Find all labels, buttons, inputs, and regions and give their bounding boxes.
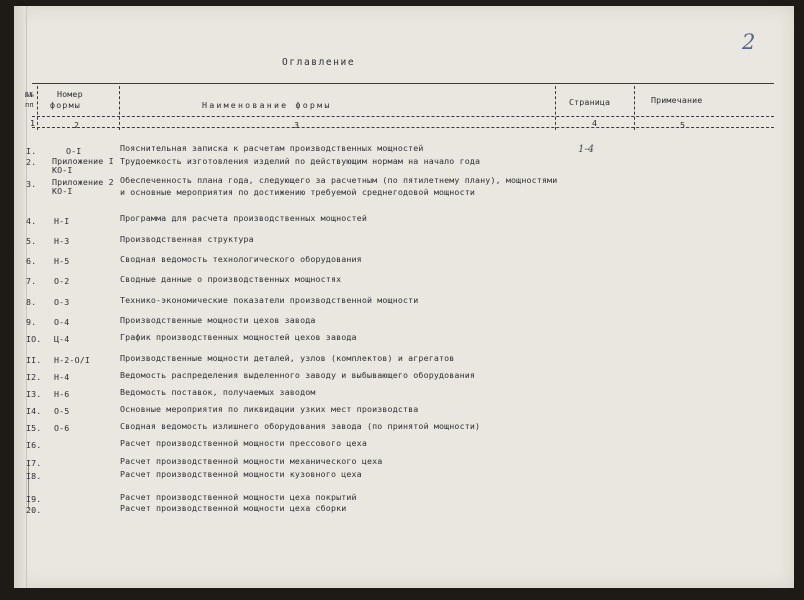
row-name: Производственные мощности деталей, узлов (комплектов) и агрегатов (120, 353, 455, 363)
col-number-2: 2 (74, 120, 80, 130)
row-number: 3. (26, 179, 37, 189)
col-divider-1 (37, 86, 38, 130)
row-form: О-2 (54, 276, 70, 286)
row-name: Ведомость распределения выделенного заводу и выбывающего оборудования (120, 370, 476, 380)
row-form: О-I (66, 146, 82, 156)
col-number-3: 3 (294, 120, 300, 130)
row-number: I8. (26, 471, 42, 481)
row-form: О-4 (54, 317, 70, 327)
row-name: Расчет производственной мощности цеха покрытий (120, 492, 357, 502)
row-number: II. (26, 355, 42, 365)
row-name: График производственных мощностей цехов завода (120, 332, 357, 342)
row-number: 8. (26, 297, 37, 307)
col-divider-3 (555, 86, 556, 130)
row-name: Производственные мощности цехов завода (120, 315, 316, 325)
col-form-label-top: Номер (57, 89, 83, 99)
col-divider-4 (634, 86, 635, 130)
row-number: 9. (26, 317, 37, 327)
row-number: 4. (26, 216, 37, 226)
col-number-4: 4 (592, 118, 598, 128)
row-name: Производственная структура (120, 234, 254, 244)
row-form: Н-6 (54, 389, 70, 399)
col-page-label: Страница (569, 97, 611, 107)
row-name: Обеспеченность плана года, следующего за расчетным (по пятилетнему плану), мощностями (120, 175, 558, 185)
row-number: I4. (26, 406, 42, 416)
row-form: Н-4 (54, 372, 70, 382)
row-name: Технико-экономические показатели производственной мощности (120, 295, 419, 305)
row-number: I7. (26, 458, 42, 468)
row-number: IO. (26, 334, 42, 344)
document-page (14, 6, 794, 588)
row-name: Программа для расчета производственных мощностей (120, 213, 367, 223)
header-mid-rule (32, 116, 774, 117)
row-name: Ведомость поставок, получаемых заводом (120, 387, 316, 397)
col-number-1: 1 (30, 118, 36, 128)
row-number: 5. (26, 236, 37, 246)
row-name: Расчет производственной мощности цеха сборки (120, 503, 347, 513)
row-name: Трудоемкость изготовления изделий по действующим нормам на начало года (120, 156, 481, 166)
row-name: Сводные данные о производственных мощностях (120, 274, 342, 284)
row-name: Сводная ведомость технологического оборудования (120, 254, 362, 264)
document-title: Оглавление (282, 57, 356, 68)
row-number: 20. (26, 505, 42, 515)
row-form-code: КО-I (52, 165, 73, 175)
row-form: Ц-4 (54, 334, 70, 344)
col-num-label-top: №№ (25, 91, 34, 99)
row-name: Основные мероприятия по ликвидации узких мест производства (120, 404, 419, 414)
col-form-label-bottom: формы (50, 100, 81, 110)
row-form: Н-3 (54, 236, 70, 246)
row-number: 2. (26, 157, 37, 167)
row-name: Пояснительная записка к расчетам производственных мощностей (120, 143, 424, 153)
row-name-continued: и основные мероприятия по достижению требуемой среднегодовой мощности (120, 187, 476, 197)
header-top-rule (32, 83, 774, 84)
row-form: О-3 (54, 297, 70, 307)
row-number: I6. (26, 440, 42, 450)
row-form: О-5 (54, 406, 70, 416)
page-ref-row-1: 1-4 (578, 144, 595, 155)
row-number: 6. (26, 256, 37, 266)
row-name: Расчет производственной мощности кузовного цеха (120, 469, 362, 479)
page-number: 2 (742, 30, 756, 54)
row-name: Сводная ведомость излишнего оборудования завода (по принятой мощности) (120, 421, 481, 431)
col-num-label-bottom: пп (25, 101, 34, 109)
row-number: I2. (26, 372, 42, 382)
col-note-label: Примечание (651, 95, 703, 105)
col-number-5: 5 (680, 120, 686, 130)
row-name: Расчет производственной мощности прессового цеха (120, 438, 367, 448)
row-form-code: КО-I (52, 186, 73, 196)
row-form: Приложение I (52, 156, 114, 166)
row-form: Н-5 (54, 256, 70, 266)
row-form: Н-2-О/I (54, 355, 91, 365)
row-form: О-6 (54, 423, 70, 433)
row-number: 7. (26, 276, 37, 286)
row-form: Приложение 2 (52, 177, 114, 187)
row-number: I5. (26, 423, 42, 433)
header-bottom-rule (32, 127, 774, 128)
row-number: I9. (26, 494, 42, 504)
col-divider-2 (119, 86, 120, 130)
row-number: I. (26, 146, 37, 156)
row-number: I3. (26, 389, 42, 399)
row-form: Н-I (54, 216, 70, 226)
col-name-label: Наименование формы (202, 100, 332, 110)
row-name: Расчет производственной мощности механического цеха (120, 456, 383, 466)
